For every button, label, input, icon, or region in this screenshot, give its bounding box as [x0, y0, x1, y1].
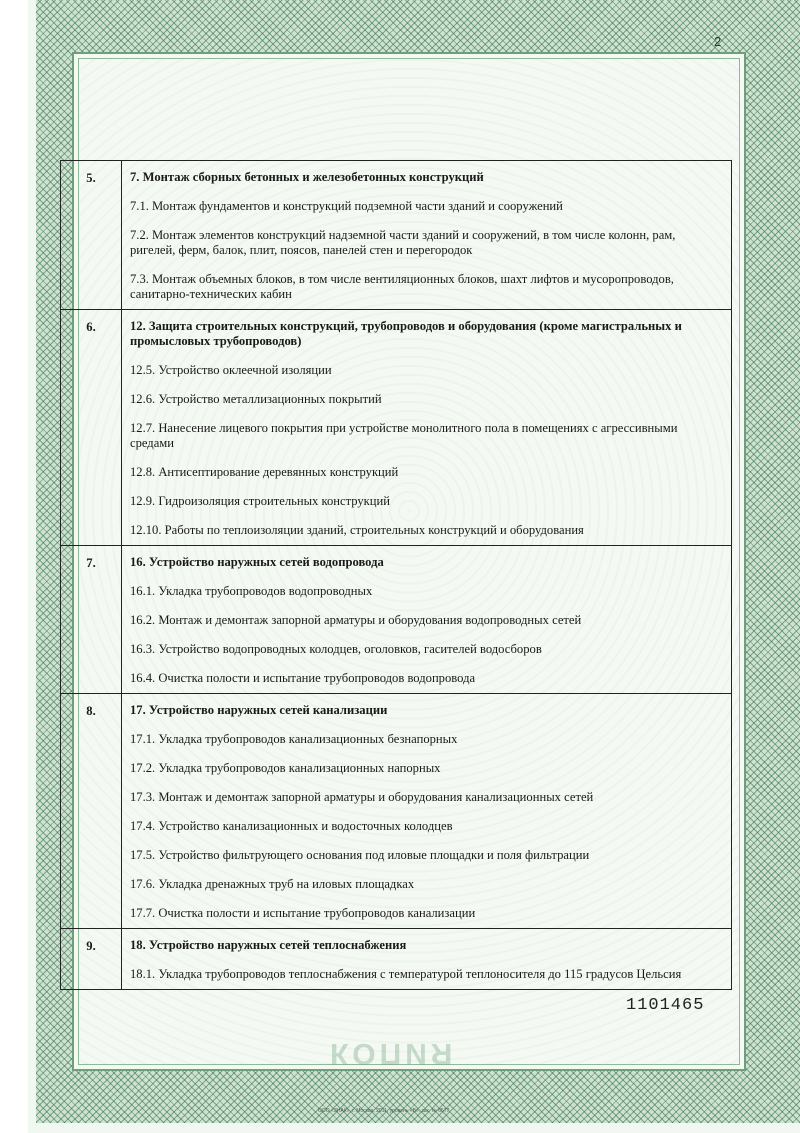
- work-item-cell: [122, 899, 732, 929]
- row-number-cell: [61, 310, 122, 546]
- work-type-cell: [122, 310, 732, 357]
- work-group-title: 17. Устройство наружных сетей канализации: [130, 703, 388, 717]
- work-item-cell: [122, 812, 732, 841]
- work-item-cell: [122, 265, 732, 310]
- work-item-cell: [122, 664, 732, 694]
- work-item-cell: [122, 606, 732, 635]
- work-item-cell: [122, 356, 732, 385]
- work-item: 12.10. Работы по теплоизоляции зданий, строительных конструкций и оборудования: [130, 523, 584, 537]
- table-row: [61, 812, 732, 841]
- works-table: [60, 160, 732, 990]
- work-item-cell: [122, 385, 732, 414]
- work-item: 7.1. Монтаж фундаментов и конструкций подземной части зданий и сооружений: [130, 199, 563, 213]
- work-type-cell: [122, 929, 732, 961]
- table-row: [61, 487, 732, 516]
- table-row: [61, 783, 732, 812]
- work-item-cell: [122, 635, 732, 664]
- row-number: 6.: [86, 320, 96, 334]
- table-row: [61, 929, 732, 961]
- work-item: 16.4. Очистка полости и испытание трубопроводов водопровода: [130, 671, 476, 685]
- table-row: [61, 458, 732, 487]
- work-item: 17.1. Укладка трубопроводов канализационных безнапорных: [130, 732, 458, 746]
- table-row: [61, 414, 732, 458]
- work-group-title: 18. Устройство наружных сетей теплоснабжения: [130, 938, 407, 952]
- work-group-title: 7. Монтаж сборных бетонных и железобетонных конструкций: [130, 170, 484, 184]
- row-number: 7.: [86, 556, 96, 570]
- work-item-cell: [122, 783, 732, 812]
- table-row: [61, 161, 732, 193]
- table-row: [61, 870, 732, 899]
- page-number: 2: [714, 34, 722, 49]
- row-number-cell: [61, 929, 122, 990]
- work-item: 12.9. Гидроизоляция строительных конструкций: [130, 494, 391, 508]
- work-item: 17.2. Укладка трубопроводов канализационных напорных: [130, 761, 441, 775]
- work-item: 12.8. Антисептирование деревянных конструкций: [130, 465, 399, 479]
- table-row: [61, 310, 732, 357]
- work-item-cell: [122, 577, 732, 606]
- row-number: 9.: [86, 939, 96, 953]
- work-item: 17.4. Устройство канализационных и водосточных колодцев: [130, 819, 453, 833]
- row-number-cell: [61, 161, 122, 310]
- work-item-cell: [122, 516, 732, 546]
- table-row: [61, 385, 732, 414]
- table-row: [61, 725, 732, 754]
- work-item: 16.1. Укладка трубопроводов водопроводных: [130, 584, 373, 598]
- table-row: [61, 899, 732, 929]
- work-item: 17.7. Очистка полости и испытание трубопроводов канализации: [130, 906, 476, 920]
- work-item-cell: [122, 841, 732, 870]
- work-item: 17.6. Укладка дренажных труб на иловых площадках: [130, 877, 415, 891]
- table-row: [61, 606, 732, 635]
- work-group-title: 12. Защита строительных конструкций, трубопроводов и оборудования (кроме магистральных и промысловых трубопроводов): [130, 319, 682, 348]
- table-row: [61, 694, 732, 726]
- work-item: 18.1. Укладка трубопроводов теплоснабжения с температурой теплоносителя до 115 градусов Цельсия: [130, 967, 682, 981]
- row-number: 8.: [86, 704, 96, 718]
- work-item-cell: [122, 221, 732, 265]
- work-item-cell: [122, 414, 732, 458]
- work-item: 16.2. Монтаж и демонтаж запорной арматуры и оборудования водопроводных сетей: [130, 613, 582, 627]
- printer-imprint: ООО «ЗНАК», г. Москва, 2011, уровень «В», зак. № 6577: [318, 1108, 450, 1114]
- table-row: [61, 221, 732, 265]
- table-row: [61, 635, 732, 664]
- work-item-cell: [122, 192, 732, 221]
- row-number-cell: [61, 546, 122, 694]
- work-item: 7.2. Монтаж элементов конструкций надземной части зданий и сооружений, в том числе колонн, рам, ригелей, ферм, балок, плит, поясов, панелей стен и перегородок: [130, 228, 676, 257]
- table-row: [61, 265, 732, 310]
- row-number: 5.: [86, 171, 96, 185]
- row-number-cell: [61, 694, 122, 929]
- table-row: [61, 577, 732, 606]
- work-item: 16.3. Устройство водопроводных колодцев, оголовков, гасителей водосборов: [130, 642, 542, 656]
- work-type-cell: [122, 161, 732, 193]
- table-row: [61, 960, 732, 990]
- serial-number: 1101465: [626, 996, 705, 1015]
- table-row: [61, 841, 732, 870]
- copy-watermark: КОПИЯ: [330, 1037, 457, 1070]
- work-group-title: 16. Устройство наружных сетей водопровода: [130, 555, 384, 569]
- table-row: [61, 356, 732, 385]
- work-item-cell: [122, 458, 732, 487]
- work-item: 7.3. Монтаж объемных блоков, в том числе вентиляционных блоков, шахт лифтов и мусоропроводов, санитарно-технических кабин: [130, 272, 674, 301]
- work-item: 12.7. Нанесение лицевого покрытия при устройстве монолитного пола в помещениях с агрессивными средами: [130, 421, 678, 450]
- work-item: 17.5. Устройство фильтрующего основания под иловые площадки и поля фильтрации: [130, 848, 590, 862]
- work-item-cell: [122, 725, 732, 754]
- table-row: [61, 546, 732, 578]
- work-item: 12.6. Устройство металлизационных покрытий: [130, 392, 382, 406]
- work-item-cell: [122, 754, 732, 783]
- work-item: 17.3. Монтаж и демонтаж запорной арматуры и оборудования канализационных сетей: [130, 790, 594, 804]
- work-type-cell: [122, 694, 732, 726]
- work-item-cell: [122, 870, 732, 899]
- table-row: [61, 754, 732, 783]
- table-row: [61, 516, 732, 546]
- work-item: 12.5. Устройство оклеечной изоляции: [130, 363, 332, 377]
- table-row: [61, 192, 732, 221]
- work-item-cell: [122, 487, 732, 516]
- work-type-cell: [122, 546, 732, 578]
- work-item-cell: [122, 960, 732, 990]
- table-row: [61, 664, 732, 694]
